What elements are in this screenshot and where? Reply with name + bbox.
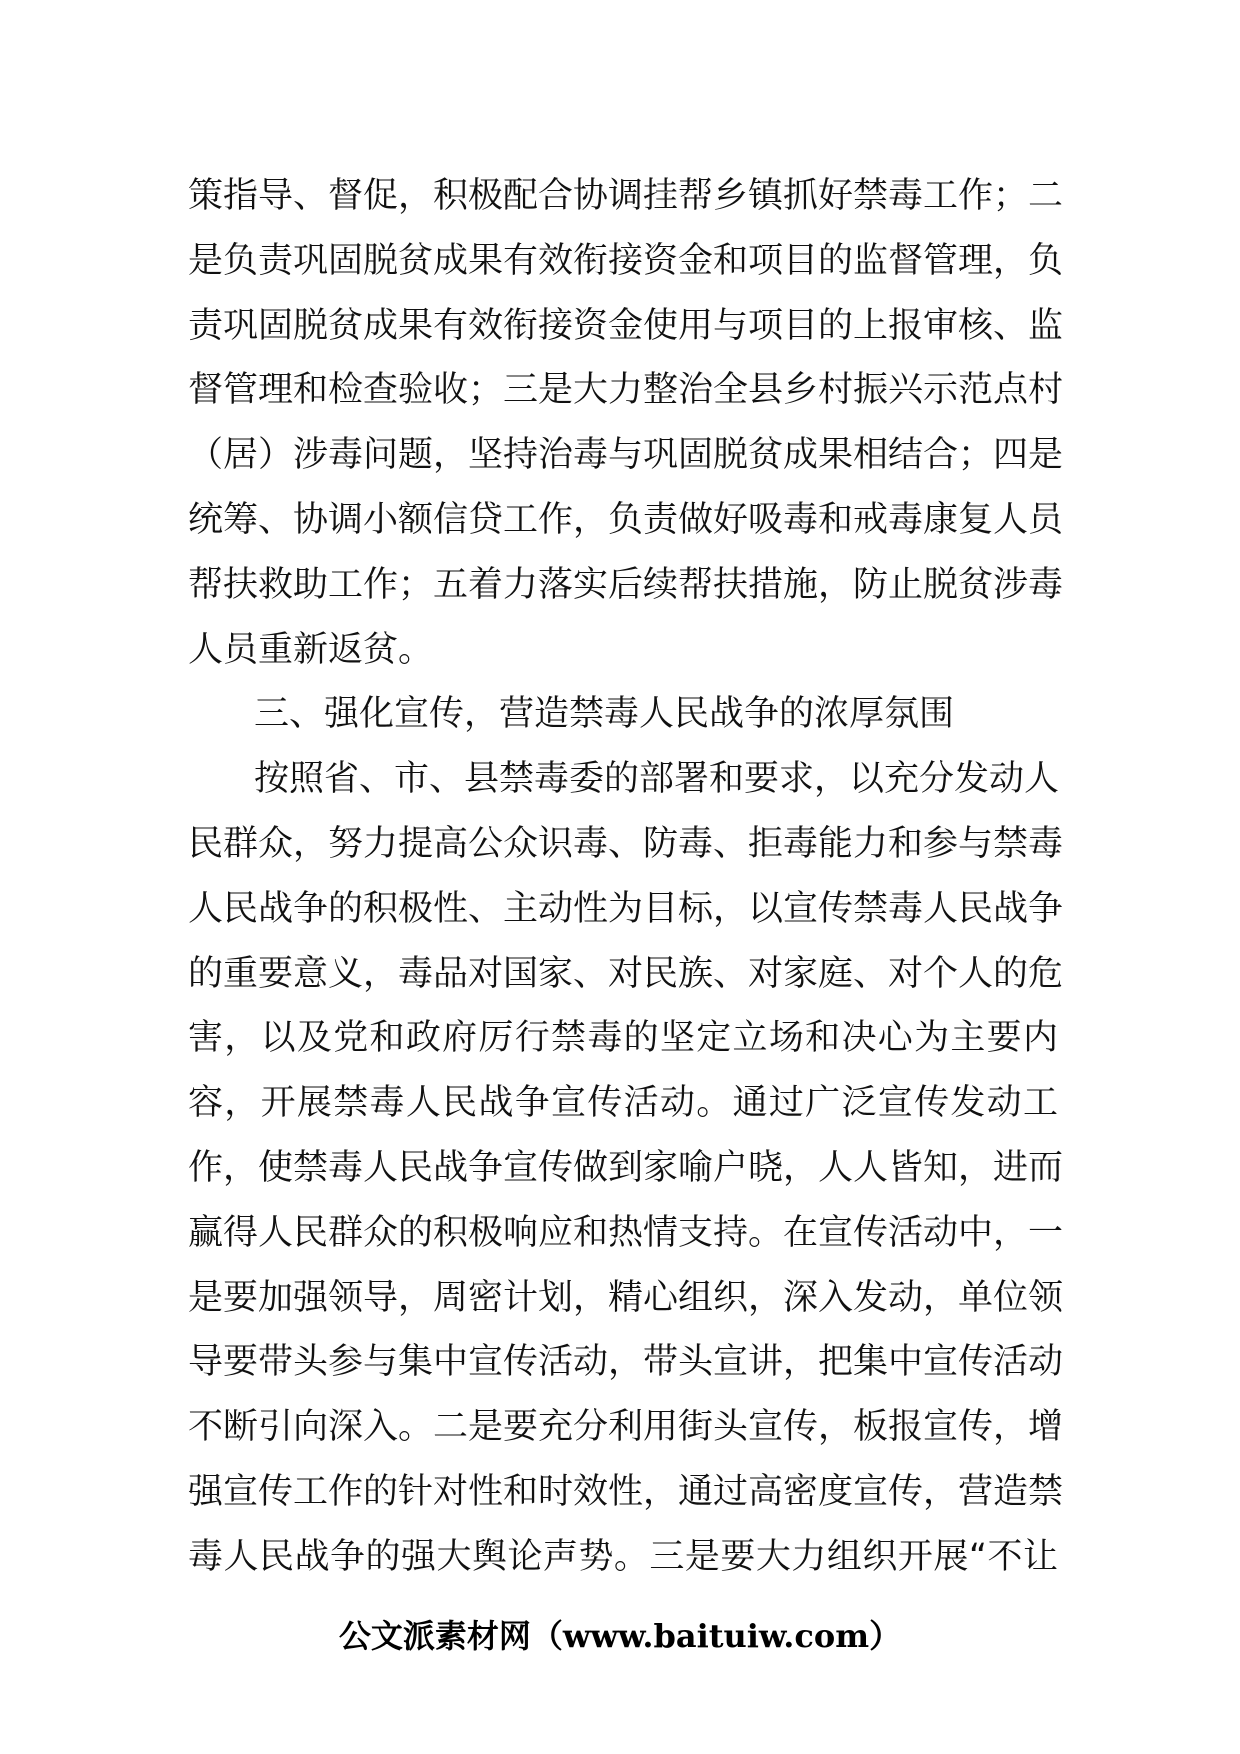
footer-watermark: 公文派素材网（www.baituiw.com） <box>338 1617 902 1655</box>
paragraph-line: 导要带头参与集中宣传活动，带头宣讲，把集中宣传活动 <box>188 1342 1064 1383</box>
paragraph-line: 按照省、市、县禁毒委的部署和要求，以充分发动人 <box>254 759 1060 800</box>
paragraph-line: 强宣传工作的针对性和时效性，通过高密度宣传，营造禁 <box>188 1471 1064 1512</box>
paragraph-line: 容，开展禁毒人民战争宣传活动。通过广泛宣传发动工 <box>188 1083 1058 1124</box>
paragraph-line: 是要加强领导，周密计划，精心组织，深入发动，单位领 <box>188 1277 1064 1318</box>
paragraph-line: 的重要意义，毒品对国家、对民族、对家庭、对个人的危 <box>188 953 1064 994</box>
paragraph-line: 责巩固脱贫成果有效衔接资金使用与项目的上报审核、监 <box>188 305 1064 346</box>
paragraph-line: 统筹、协调小额信贷工作，负责做好吸毒和戒毒康复人员 <box>188 499 1064 540</box>
paragraph-line: 赢得人民群众的积极响应和热情支持。在宣传活动中，一 <box>188 1212 1064 1253</box>
paragraph-line: 策指导、督促，积极配合协调挂帮乡镇抓好禁毒工作；二 <box>188 176 1064 216</box>
section-heading: 三、强化宣传，营造禁毒人民战争的浓厚氛围 <box>254 694 955 735</box>
paragraph-line: 督管理和检查验收；三是大力整治全县乡村振兴示范点村 <box>188 370 1064 411</box>
paragraph-line: 人民战争的积极性、主动性为目标，以宣传禁毒人民战争 <box>188 888 1064 929</box>
paragraph-line: 作，使禁毒人民战争宣传做到家喻户晓，人人皆知，进而 <box>188 1147 1064 1188</box>
paragraph-line: 是负责巩固脱贫成果有效衔接资金和项目的监督管理，负 <box>188 240 1064 281</box>
paragraph-line: 民群众，努力提高公众识毒、防毒、拒毒能力和参与禁毒 <box>188 823 1064 864</box>
document-body <box>188 164 1064 1590</box>
paragraph-line: 毒人民战争的强大舆论声势。三是要大力组织开展“不让 <box>188 1536 1058 1577</box>
paragraph-line: （居）涉毒问题，坚持治毒与巩固脱贫成果相结合；四是 <box>188 435 1064 476</box>
paragraph-line: 不断引向深入。二是要充分利用街头宣传，板报宣传，增 <box>188 1407 1064 1448</box>
paragraph-line: 人员重新返贫。 <box>188 629 434 670</box>
paragraph-line: 害，以及党和政府厉行禁毒的坚定立场和决心为主要内 <box>188 1018 1058 1059</box>
paragraph-line: 帮扶救助工作；五着力落实后续帮扶措施，防止脱贫涉毒 <box>188 564 1064 605</box>
